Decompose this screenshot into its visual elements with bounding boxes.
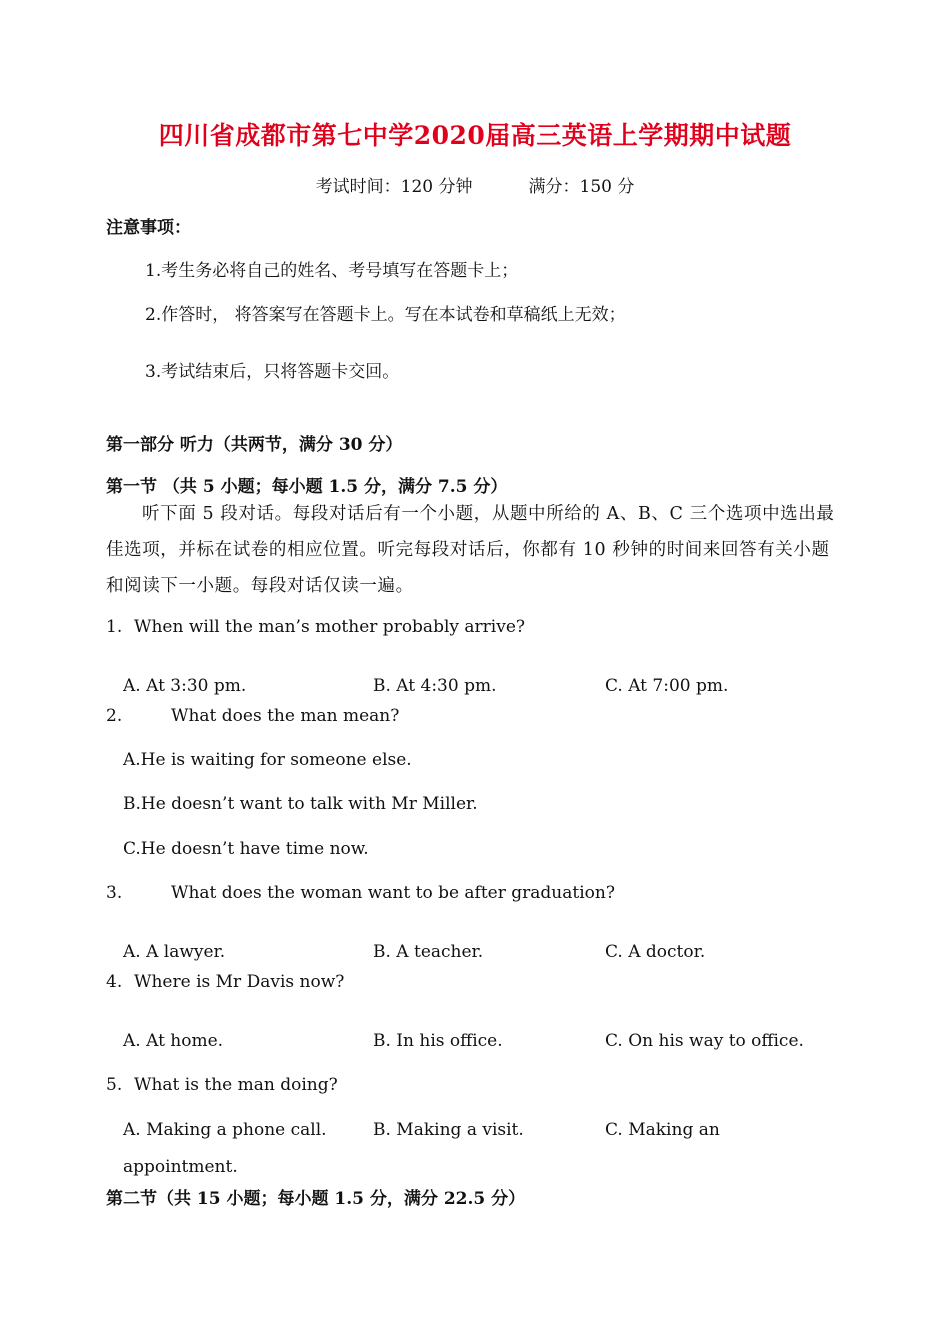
option-c: C. On his way to office.	[605, 1031, 804, 1051]
section1-heading: 第一节 （共 5 小题；每小题 1.5 分，满分 7.5 分）	[106, 477, 508, 497]
exam-meta	[0, 172, 950, 197]
question-text: Where is Mr Davis now?	[134, 972, 345, 992]
notice-item: 3.考试结束后，只将答题卡交回。	[145, 362, 400, 382]
section2-heading: 第二节（共 15 小题；每小题 1.5 分，满分 22.5 分）	[106, 1189, 526, 1209]
instructions-text: 听下面 5 段对话。每段对话后有一个小题，从题中所给的 A、B、C 三个选项中选出最佳选项，并标在试卷的相应位置。听完每段对话后，你都有 10 秒钟的时间来回答有关小题和阅读下一小题。每段对话仅读一遍。	[106, 504, 835, 596]
notice-item: 2.作答时， 将答案写在答题卡上。写在本试卷和草稿纸上无效；	[145, 305, 626, 325]
question-text: What does the woman want to be after graduation?	[171, 883, 615, 903]
option-a: A. At home.	[123, 1031, 224, 1051]
option-c: C. A doctor.	[605, 942, 706, 962]
question-text: What does the man mean?	[171, 706, 400, 726]
section1-instructions	[106, 496, 846, 604]
question-number: 4.	[106, 972, 123, 992]
question-number: 1.	[106, 617, 123, 637]
option-a: A. A lawyer.	[123, 942, 226, 962]
option-c: C. At 7:00 pm.	[605, 676, 729, 696]
part1-heading: 第一部分 听力（共两节，满分 30 分）	[106, 435, 403, 455]
option-b: B. At 4:30 pm.	[373, 676, 497, 696]
option-b: B. Making a visit.	[373, 1120, 524, 1140]
question-text: When will the man’s mother probably arrive?	[134, 617, 525, 637]
option-b: B. In his office.	[373, 1031, 503, 1051]
notice-item: 1.考生务必将自己的姓名、考号填写在答题卡上；	[145, 261, 519, 281]
option-a: A. Making a phone call.	[123, 1120, 327, 1140]
exam-score: 满分：150 分	[528, 177, 635, 197]
question-1	[106, 617, 525, 637]
question-text: What is the man doing?	[134, 1075, 338, 1095]
option-b: B. A teacher.	[373, 942, 484, 962]
question-5	[106, 1075, 338, 1095]
option-c-continued: appointment.	[123, 1157, 238, 1177]
question-number: 5.	[106, 1075, 123, 1095]
exam-time: 考试时间：120 分钟	[315, 177, 473, 197]
option-a: A. At 3:30 pm.	[123, 676, 247, 696]
notice-heading: 注意事项：	[106, 218, 191, 238]
option-c: C. Making an	[605, 1120, 720, 1140]
question-2	[106, 706, 399, 726]
question-number: 2.	[106, 706, 123, 726]
question-3	[106, 883, 615, 903]
option-a: A.He is waiting for someone else.	[123, 750, 412, 770]
question-4	[106, 972, 344, 992]
option-b: B.He doesn’t want to talk with Mr Miller.	[123, 794, 478, 814]
question-number: 3.	[106, 883, 123, 903]
page-title: 四川省成都市第七中学2020届高三英语上学期期中试题	[158, 121, 792, 150]
option-c: C.He doesn’t have time now.	[123, 839, 369, 859]
